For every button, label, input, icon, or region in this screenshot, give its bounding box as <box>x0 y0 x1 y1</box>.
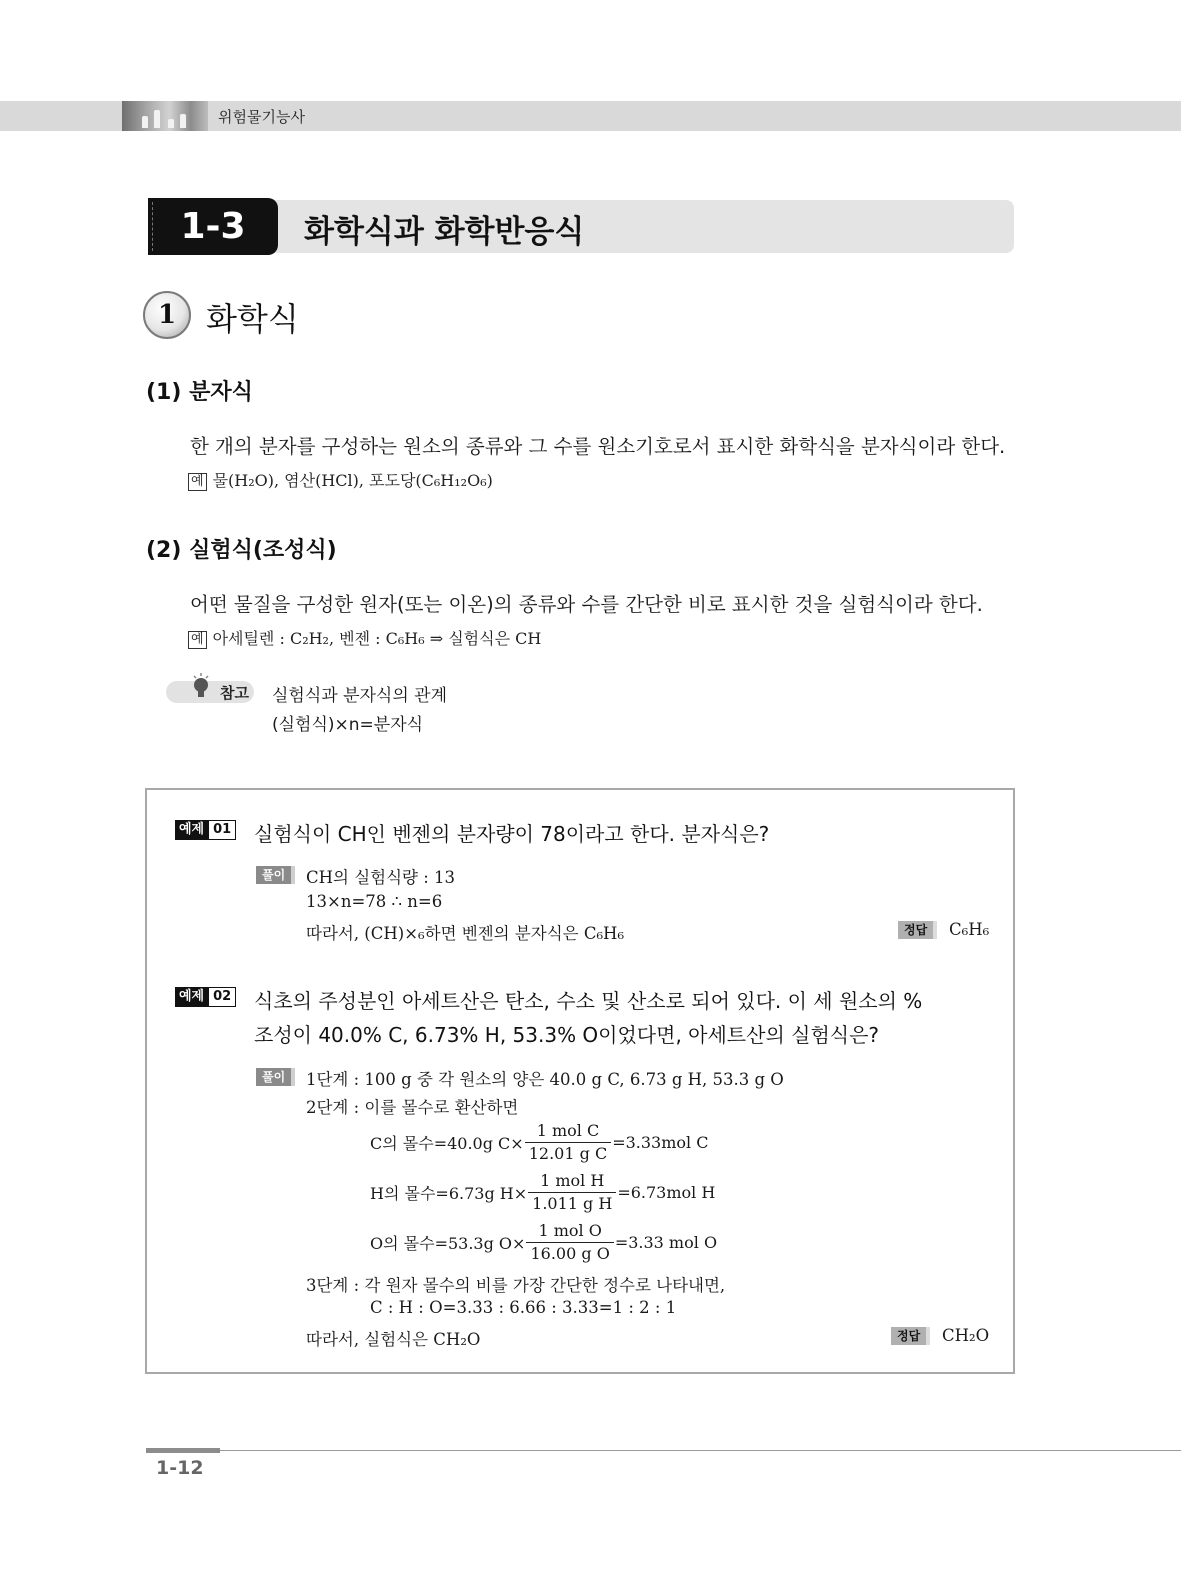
example-question-02: 식초의 주성분인 아세트산은 탄소, 수소 및 산소로 되어 있다. 이 세 원소의 % <box>254 989 923 1013</box>
answer-tag: 정답 <box>891 1327 930 1345</box>
mole-calc-o: O의 몰수=53.3g O× $\frac{\text{1 mol O}}{\text{16.00 g O}}$ =3.33 mol O <box>370 1221 718 1263</box>
header-bar <box>0 101 1181 131</box>
subsection-heading-1: (1) 분자식 <box>146 380 253 405</box>
example-tag-01: 예제 01 <box>175 820 236 840</box>
solution-step-2: 2단계 : 이를 몰수로 환산하면 <box>306 1098 519 1117</box>
topic-title: 화학식 <box>206 300 299 338</box>
example-mark: 예 <box>188 631 207 649</box>
book-title: 위험물기능사 <box>218 108 305 126</box>
solution-line: CH의 실험식량 : 13 <box>306 868 455 887</box>
solution-line: 따라서, (CH)×₆하면 벤젠의 분자식은 C₆H₆ <box>306 924 625 943</box>
solution-ratio: C : H : O=3.33 : 6.66 : 3.33=1 : 2 : 1 <box>370 1298 677 1317</box>
subsection-heading-2: (2) 실험식(조성식) <box>146 538 337 563</box>
solution-line: 13×n=78 ∴ n=6 <box>306 892 443 911</box>
section-title: 화학식과 화학반응식 <box>304 214 585 250</box>
definition-2: 어떤 물질을 구성한 원자(또는 이온)의 종류와 수를 간단한 비로 표시한 것을 실험식이라 한다. <box>190 593 983 616</box>
mole-calc-c: C의 몰수=40.0g C× $\frac{\text{1 mol C}}{\text{12.01 g C}}$ =3.33mol C <box>370 1121 709 1163</box>
example-2: 예 아세틸렌 : C₂H₂, 벤젠 : C₆H₆ ⇒ 실험식은 CH <box>188 626 541 649</box>
example-tag-02: 예제 02 <box>175 987 236 1007</box>
definition-1: 한 개의 분자를 구성하는 원소의 종류와 그 수를 원소기호로서 표시한 화학식을 분자식이라 한다. <box>190 435 1006 458</box>
example-mark: 예 <box>188 473 207 491</box>
example-1: 예 물(H₂O), 염산(HCl), 포도당(C₆H₁₂O₆) <box>188 468 493 491</box>
note-line-2: (실험식)×n=분자식 <box>272 715 424 735</box>
example-question-01: 실험식이 CH인 벤젠의 분자량이 78이라고 한다. 분자식은? <box>254 822 770 846</box>
topic-number-badge: 1 <box>143 291 191 339</box>
footer-accent <box>146 1448 220 1453</box>
page-number: 1-12 <box>156 1457 204 1479</box>
solution-conclusion: 따라서, 실험식은 CH₂O <box>306 1330 481 1349</box>
solution-step-3: 3단계 : 각 원자 몰수의 비를 가장 간단한 정수로 나타내면, <box>306 1276 726 1295</box>
footer-rule <box>146 1450 1181 1451</box>
answer-value: CH₂O <box>942 1326 990 1345</box>
example-question-02-cont: 조성이 40.0% C, 6.73% H, 53.3% O이었다면, 아세트산의 실험식은? <box>254 1023 880 1047</box>
section-number: 1-3 <box>180 206 246 247</box>
lightbulb-icon <box>192 672 210 702</box>
note-label: 참고 <box>220 684 249 702</box>
section-number-block <box>148 198 278 255</box>
answer-tag: 정답 <box>898 921 937 939</box>
answer-value: C₆H₆ <box>949 920 990 939</box>
header-thumbnail <box>122 101 208 131</box>
mole-calc-h: H의 몰수=6.73g H× $\frac{\text{1 mol H}}{\text{1.011 g H}}$ =6.73mol H <box>370 1171 716 1213</box>
note-line-1: 실험식과 분자식의 관계 <box>272 686 448 706</box>
solution-tag: 풀이 <box>256 866 295 884</box>
solution-step-1: 1단계 : 100 g 중 각 원소의 양은 40.0 g C, 6.73 g H, 53.3 g O <box>306 1070 784 1089</box>
solution-tag: 풀이 <box>256 1068 295 1086</box>
